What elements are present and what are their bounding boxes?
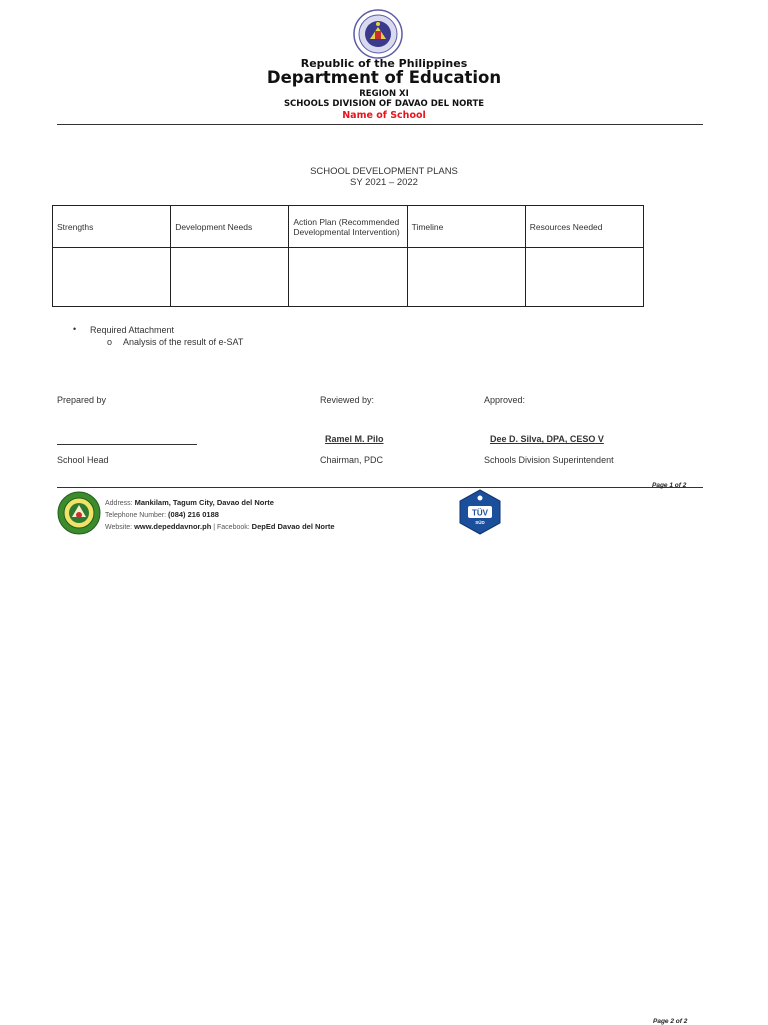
column-header: Timeline: [407, 206, 525, 248]
department-heading: Department of Education: [266, 68, 502, 87]
school-year: SY 2021 – 2022: [350, 177, 418, 188]
chairman-title: Chairman, PDC: [320, 455, 384, 465]
division-seal-icon: [57, 491, 101, 535]
table-cell: [171, 248, 289, 307]
reviewed-by-label: Reviewed by:: [320, 395, 375, 405]
facebook-label: Facebook:: [217, 524, 252, 531]
footer-separator: |: [211, 524, 218, 531]
website-label: Website:: [105, 524, 135, 531]
column-header: Strengths: [53, 206, 171, 248]
column-header: Resources Needed: [525, 206, 643, 248]
table-row: [53, 248, 644, 307]
school-head-title: School Head: [57, 455, 109, 465]
footer-contact: [105, 497, 335, 533]
page-2-number: Page 2 of 2: [653, 1018, 688, 1025]
republic-heading: Republic of the Philippines: [300, 57, 468, 70]
table-cell: [289, 248, 407, 307]
phone-value: (084) 216 0188: [168, 510, 219, 519]
facebook-link[interactable]: DepEd Davao del Norte: [251, 522, 335, 531]
deped-seal-icon: [353, 9, 403, 59]
reviewer-name: Ramel M. Pilo: [325, 434, 384, 444]
address-value: Mankilam, Tagum City, Davao del Norte: [134, 498, 274, 507]
page-number: Page 1 of 2: [652, 482, 687, 489]
region-heading: REGION XI: [359, 89, 409, 99]
phone-label: Telephone Number:: [105, 512, 169, 519]
footer-address-line: [105, 497, 335, 509]
footer-divider: [57, 487, 703, 488]
bullet-marker: •: [73, 324, 77, 334]
required-attachment-item: Required Attachment: [90, 325, 175, 335]
esat-analysis-item: Analysis of the result of e-SAT: [123, 337, 244, 347]
development-plan-table: [52, 205, 644, 307]
table-cell: [407, 248, 525, 307]
tuv-sud-icon: [458, 489, 502, 535]
column-header: Development Needs: [171, 206, 289, 248]
sud-text: SÜD: [475, 520, 485, 525]
column-header: Action Plan (Recommended Developmental Intervention): [289, 206, 407, 248]
website-link[interactable]: www.depeddavnor.ph: [134, 522, 212, 531]
header-divider: [57, 124, 703, 125]
approved-label: Approved:: [484, 395, 526, 405]
footer-phone-line: [105, 509, 335, 521]
school-name: Name of School: [342, 110, 426, 121]
document-title: SCHOOL DEVELOPMENT PLANS: [310, 166, 458, 177]
table-header-row: [53, 206, 644, 248]
tuv-text: TÜV: [472, 508, 488, 518]
signature-line: [57, 444, 197, 445]
table-cell: [525, 248, 643, 307]
sub-bullet-marker: o: [107, 337, 113, 347]
division-heading: SCHOOLS DIVISION OF DAVAO DEL NORTE: [283, 99, 485, 109]
address-label: Address:: [105, 500, 135, 507]
approver-name: Dee D. Silva, DPA, CESO V: [490, 434, 604, 444]
table-cell: [53, 248, 171, 307]
superintendent-title: Schools Division Superintendent: [484, 455, 614, 465]
prepared-by-label: Prepared by: [57, 395, 107, 405]
footer-web-line: [105, 521, 335, 533]
